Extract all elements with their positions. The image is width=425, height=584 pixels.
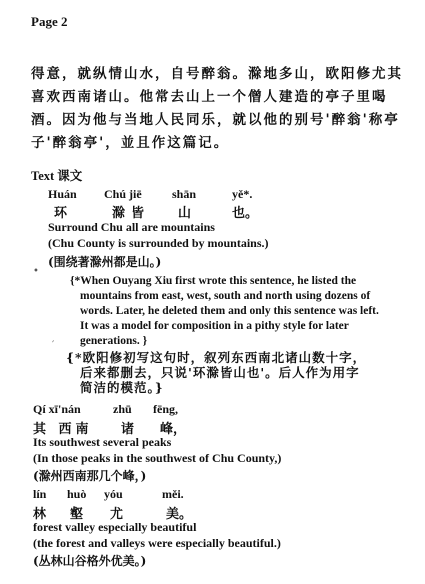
scan-mark: ′ [52, 340, 55, 351]
intro-line: 子'醉翁亭'，並且作这篇记。 [31, 135, 230, 151]
hanzi-word: 滁皆 [112, 206, 151, 221]
hanzi-word: 峰， [160, 422, 187, 437]
scan-mark: • [33, 266, 39, 277]
pinyin-word: huò [67, 487, 87, 501]
hanzi-word: 尤 [110, 507, 124, 522]
english-translation: (In those peaks in the southwest of Chu County,) [33, 451, 282, 465]
hanzi-word: 壑 [70, 507, 84, 522]
hanzi-word: 环 [54, 206, 68, 221]
pinyin-word: měi. [162, 487, 184, 501]
footnote-english-line: words. Later, he deleted them and only this sentence was left. [80, 305, 379, 317]
hanzi-word: 山 [178, 206, 192, 221]
footnote-english-line: It was a model for composition in a pithy style for later [80, 320, 349, 332]
chinese-translation: (丛林山谷格外优美。) [33, 554, 147, 568]
chinese-translation: (围绕著滁州都是山。) [48, 255, 162, 269]
footnote-english-line: mountains from east, west, south and north using dozens of [80, 290, 371, 302]
pinyin-word: shān [172, 187, 197, 201]
hanzi-word: 也。 [232, 206, 259, 221]
footnote-chinese-line: 后来都删去，只说'环滁皆山也'。后人作为用字 [80, 365, 360, 380]
footnote-chinese-line: 简洁的模范。} [80, 380, 164, 395]
english-gloss: Surround Chu all are mountains [48, 220, 215, 234]
text-heading: Text 课文 [31, 169, 83, 183]
pinyin-word: Chú jiē [104, 187, 142, 201]
pinyin-word: Huán [48, 187, 77, 201]
hanzi-word: 林 [33, 507, 47, 522]
pinyin-word: yóu [104, 487, 123, 501]
english-translation: (Chu County is surrounded by mountains.) [48, 236, 269, 250]
english-gloss: Its southwest several peaks [33, 435, 172, 449]
hanzi-word: 美。 [166, 507, 193, 522]
hanzi-word: 诸 [121, 422, 135, 437]
footnote-english-line: {*When Ouyang Xiu first wrote this sentence, he listed the [70, 275, 357, 287]
english-translation: (the forest and valleys were especially beautiful.) [33, 536, 281, 550]
pinyin-word: lín [33, 487, 47, 501]
pinyin-word: yě*. [232, 187, 253, 201]
footnote-chinese-line: {*欧阳修初写这句时，叙列东西南北诸山数十字， [66, 350, 367, 365]
hanzi-word: 其 西南 [33, 422, 93, 437]
english-gloss: forest valley especially beautiful [33, 520, 197, 534]
intro-line: 酒。因为他与当地人民同乐，就以他的别号'醉翁'称亭 [31, 112, 400, 128]
pinyin-word: zhū [113, 402, 132, 416]
page-number: Page 2 [31, 14, 68, 29]
footnote-english-line: generations. } [80, 335, 148, 347]
intro-line: 喜欢西南诸山。他常去山上一个僧人建造的亭子里喝 [31, 89, 388, 105]
intro-line: 得意，就纵情山水，自号醉翁。滁地多山，欧阳修尤其 [31, 66, 403, 82]
pinyin-word: fēng, [153, 402, 178, 416]
chinese-translation: (滁州西南那几个峰，) [33, 469, 147, 483]
pinyin-word: Qí xī'nán [33, 402, 81, 416]
